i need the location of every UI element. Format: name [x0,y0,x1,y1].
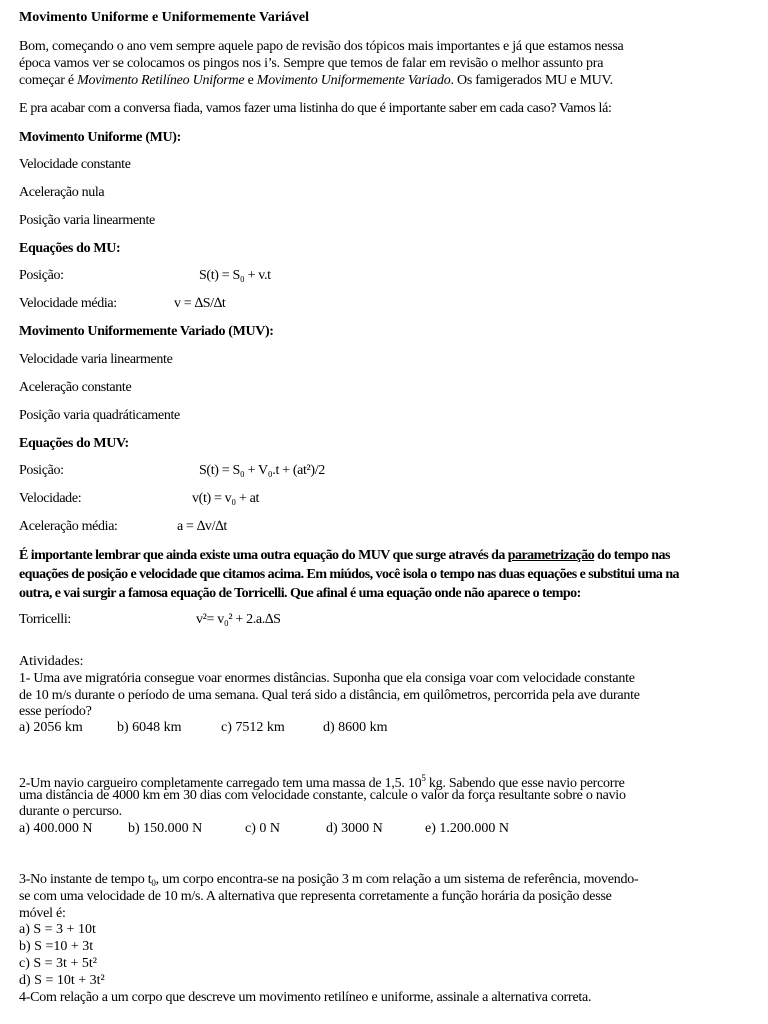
note-line-3: outra, e vai surgir a famosa equação de Torricelli. Que afinal é uma equação onde não aparece o tempo: [19,586,581,601]
question-3-option-d: d) S = 10t + 3t² [19,973,105,988]
intro-line-2: época vamos ver se colocamos os pingos nos i’s. Sempre que temos de falar em revisão o melhor assunto pra [19,56,604,71]
muv-eq-acceleration-value: a = ∆v/∆t [177,519,227,534]
question-4-line-1: 4-Com relação a um corpo que descreve um movimento retilíneo e uniforme, assinale a alternativa correta. [19,990,592,1005]
question-2-line-3: durante o percurso. [19,804,122,819]
mu-item: Aceleração nula [19,185,105,200]
activities-heading: Atividades: [19,654,84,669]
document-title: Movimento Uniforme e Uniformemente Variável [19,10,310,25]
option-e: e) 1.200.000 N [425,821,509,836]
question-1-line-3: esse período? [19,704,92,719]
mu-eq-velocity-label: Velocidade média: [19,296,117,311]
question-2-line-2: uma distância de 4000 km em 30 dias com velocidade constante, calcule o valor da força resultante sobre o navio [19,788,626,803]
mu-eq-velocity-value: v = ∆S/∆t [174,296,226,311]
question-3-option-a: a) S = 3 + 10t [19,922,96,937]
note-line-1: É importante lembrar que ainda existe uma outra equação do MUV que surge através da parametrização do tempo nas [19,548,670,563]
question-2-line-1: 2-Um navio cargueiro completamente carregado tem uma massa de 1,5. $10^5$ kg. Sabendo que esse navio percorre [19,773,625,791]
question-3-line-1: 3-No instante de tempo $t_0$, um corpo encontra-se na posição 3 m com relação a um sistema de referência, movendo- [19,872,639,888]
question-3-option-b: b) S =10 + 3t [19,939,94,954]
mu-item: Posição varia linearmente [19,213,155,228]
muv-eq-velocity-value: v(t) = v₀ + at [192,491,260,506]
muv-eq-acceleration-label: Aceleração média: [19,519,118,534]
option-d: d) 8600 km [323,720,388,735]
note-line-2: equações de posição e velocidade que citamos acima. Em miúdos, você isola o tempo nas duas equações e substitui uma na [19,567,680,582]
muv-eq-position-value: S(t) = S₀ + V₀.t + (at²)/2 [199,463,325,478]
torricelli-equation: v²= v₀² + 2.a.∆S [196,612,281,627]
question-3-line-3: móvel é: [19,906,66,921]
intro-line-1: Bom, começando o ano vem sempre aquele papo de revisão dos tópicos mais importantes e já que estamos nessa [19,39,624,54]
question-3-line-2: se com uma velocidade de 10 m/s. A alternativa que representa corretamente a função horária da posição desse [19,889,612,904]
question-3-option-c: c) S = 3t + 5t² [19,956,97,971]
muv-item: Velocidade varia linearmente [19,352,173,367]
option-d: d) 3000 N [326,821,383,836]
option-c: c) 7512 km [221,720,285,735]
option-b: b) 6048 km [117,720,182,735]
muv-equations-heading: Equações do MUV: [19,436,129,451]
option-b: b) 150.000 N [128,821,203,836]
mu-eq-position-label: Posição: [19,268,64,283]
torricelli-label: Torricelli: [19,612,71,627]
mu-heading: Movimento Uniforme (MU): [19,130,181,145]
muv-item: Posição varia quadráticamente [19,408,180,423]
question-1-line-2: de 10 m/s durante o período de uma semana. Qual terá sido a distância, em quilômetros, percorrida pela ave durante [19,688,640,703]
muv-eq-velocity-label: Velocidade: [19,491,82,506]
question-1-line-1: 1- Uma ave migratória consegue voar enormes distâncias. Suponha que ela consiga voar com velocidade constante [19,671,635,686]
muv-item: Aceleração constante [19,380,132,395]
lead-paragraph: E pra acabar com a conversa fiada, vamos fazer uma listinha do que é importante saber em cada caso? Vamos lá: [19,101,612,116]
muv-eq-position-label: Posição: [19,463,64,478]
mu-equations-heading: Equações do MU: [19,241,121,256]
mu-item: Velocidade constante [19,157,131,172]
muv-heading: Movimento Uniformemente Variado (MUV): [19,324,274,339]
mu-eq-position-value: S(t) = S₀ + v.t [199,268,271,283]
option-c: c) 0 N [245,821,280,836]
option-a: a) 400.000 N [19,821,93,836]
intro-line-3: começar é Movimento Retilíneo Uniforme e Movimento Uniformemente Variado. Os famigerados MU e MUV. [19,73,613,88]
option-a: a) 2056 km [19,720,83,735]
